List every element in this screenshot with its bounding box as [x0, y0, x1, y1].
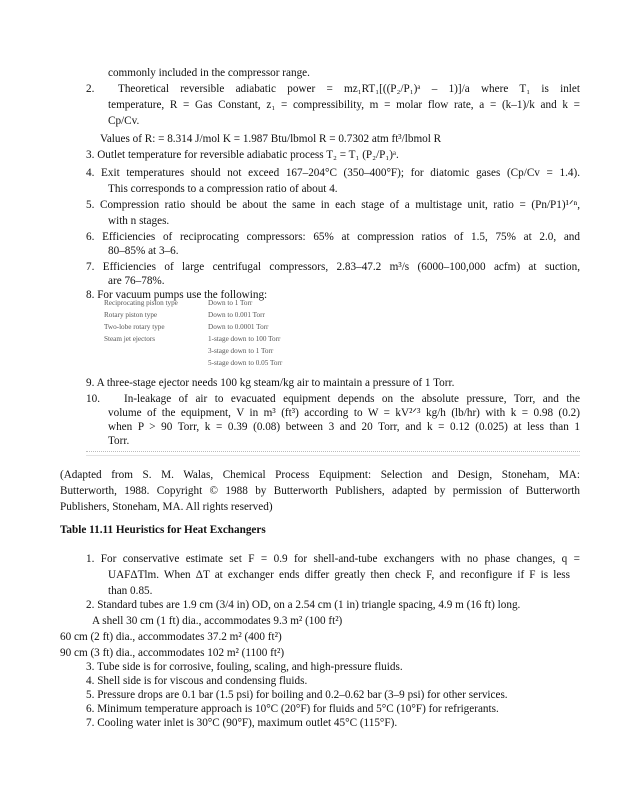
list-item: 4. Exit temperatures should not exceed 167–204°C (350–400°F); for diatomic gases (Cp/Cv = 1.4).	[86, 167, 580, 179]
table-cell: Down to 0.0001 Torr	[208, 323, 269, 331]
list-item: 4. Shell side is for viscous and condensing fluids.	[86, 675, 308, 687]
source-citation: Publishers, Stoneham, MA. All rights reserved)	[60, 501, 273, 513]
table-cell: 3-stage down to 1 Torr	[208, 347, 274, 355]
table-cell: Down to 1 Torr	[208, 299, 253, 307]
list-item: 1. For conservative estimate set F = 0.9 for shell-and-tube exchangers with no phase changes, q =	[86, 553, 580, 565]
list-item-text: A shell 30 cm (1 ft) dia., accommodates 9.3 m² (100 ft²)	[92, 615, 343, 627]
list-item-text: Torr.	[108, 435, 130, 447]
paragraph: Values of R: = 8.314 J/mol K = 1.987 Btu/lbmol R = 0.7302 atm ft³/lbmol R	[100, 133, 442, 145]
list-item-text: are 76–78%.	[108, 275, 165, 287]
divider	[86, 451, 580, 452]
list-item: 7. Efficiencies of large centrifugal compressors, 2.83–47.2 m³/s (6000–100,000 acfm) at suction,	[86, 261, 580, 273]
list-item: 3. Tube side is for corrosive, fouling, scaling, and high-pressure fluids.	[86, 661, 403, 673]
table-cell: 5-stage down to 0.05 Torr	[208, 359, 283, 367]
table-cell: Two-lobe rotary type	[104, 323, 165, 331]
list-item-text: 90 cm (3 ft) dia., accommodates 102 m² (1100 ft²)	[60, 647, 285, 659]
list-item: 5. Compression ratio should be about the same in each stage of a multistage unit, ratio = (Pn/P1)¹ᐟⁿ,	[86, 199, 580, 211]
list-item-text: This corresponds to a compression ratio of about 4.	[108, 183, 338, 195]
list-item: 8. For vacuum pumps use the following:	[86, 289, 268, 301]
list-item: 9. A three-stage ejector needs 100 kg steam/kg air to maintain a pressure of 1 Torr.	[86, 377, 455, 389]
list-item-text: temperature, R = Gas Constant, z₁ = compressibility, m = molar flow rate, a = (k–1)/k and k =	[108, 99, 580, 111]
divider	[86, 455, 580, 456]
list-item-text: when P > 90 Torr, k = 0.39 (0.08) between 3 and 20 Torr, and k = 0.12 (0.025) at less than 1	[108, 421, 580, 433]
list-item-number: 10.	[86, 393, 100, 405]
list-item-text: In-leakage of air to evacuated equipment depends on the absolute pressure, Torr, and the	[124, 393, 580, 405]
list-item-number: 2.	[86, 83, 95, 95]
table-cell: Steam jet ejectors	[104, 335, 156, 343]
list-item: 7. Cooling water inlet is 30°C (90°F), maximum outlet 45°C (115°F).	[86, 717, 398, 729]
list-item: 6. Minimum temperature approach is 10°C (20°F) for fluids and 5°C (10°F) for refrigerants.	[86, 703, 499, 715]
table-cell: Down to 0.001 Torr	[208, 311, 265, 319]
list-item-text: commonly included in the compressor range.	[108, 67, 310, 79]
source-citation: Butterworth, 1988. Copyright © 1988 by Butterworth Publishers, adapted by permission of Butterworth	[60, 485, 580, 497]
table-cell: 1-stage down to 100 Torr	[208, 335, 281, 343]
source-citation: (Adapted from S. M. Walas, Chemical Process Equipment: Selection and Design, Stoneham, MA:	[60, 469, 580, 481]
list-item-text: UAFΔTlm. When ΔT at exchanger ends differ greatly then check F, and reconfigure if F is less	[108, 569, 570, 581]
list-item: 5. Pressure drops are 0.1 bar (1.5 psi) for boiling and 0.2–0.62 bar (3–9 psi) for other services.	[86, 689, 508, 701]
list-item-text: than 0.85.	[108, 585, 153, 597]
list-item-text: 80–85% at 3–6.	[108, 245, 179, 257]
list-item: 2. Standard tubes are 1.9 cm (3/4 in) OD, on a 2.54 cm (1 in) triangle spacing, 4.9 m (16 ft) long.	[86, 599, 521, 611]
list-item-text: 60 cm (2 ft) dia., accommodates 37.2 m² (400 ft²)	[60, 631, 282, 643]
list-item: 3. Outlet temperature for reversible adiabatic process T₂ = T₁ (P₂/P₁)ᵃ.	[86, 149, 399, 161]
list-item: 6. Efficiencies of reciprocating compressors: 65% at compression ratios of 1.5, 75% at 2.0, and	[86, 231, 580, 243]
table-cell: Reciprocating piston type	[104, 299, 178, 307]
list-item-text: with n stages.	[108, 215, 170, 227]
table-cell: Rotary piston type	[104, 311, 158, 319]
list-item-text: Cp/Cv.	[108, 115, 140, 127]
list-item-text: Theoretical reversible adiabatic power = mz₁RT₁[((P₂/P₁)ᵃ – 1)]/a where T₁ is inlet	[118, 83, 580, 95]
list-item-text: volume of the equipment, V in m³ (ft³) according to W = kV²ᐟ³ kg/h (lb/hr) with k = 0.98 (0.2)	[108, 407, 580, 419]
table-title: Table 11.11 Heuristics for Heat Exchangers	[60, 524, 266, 536]
